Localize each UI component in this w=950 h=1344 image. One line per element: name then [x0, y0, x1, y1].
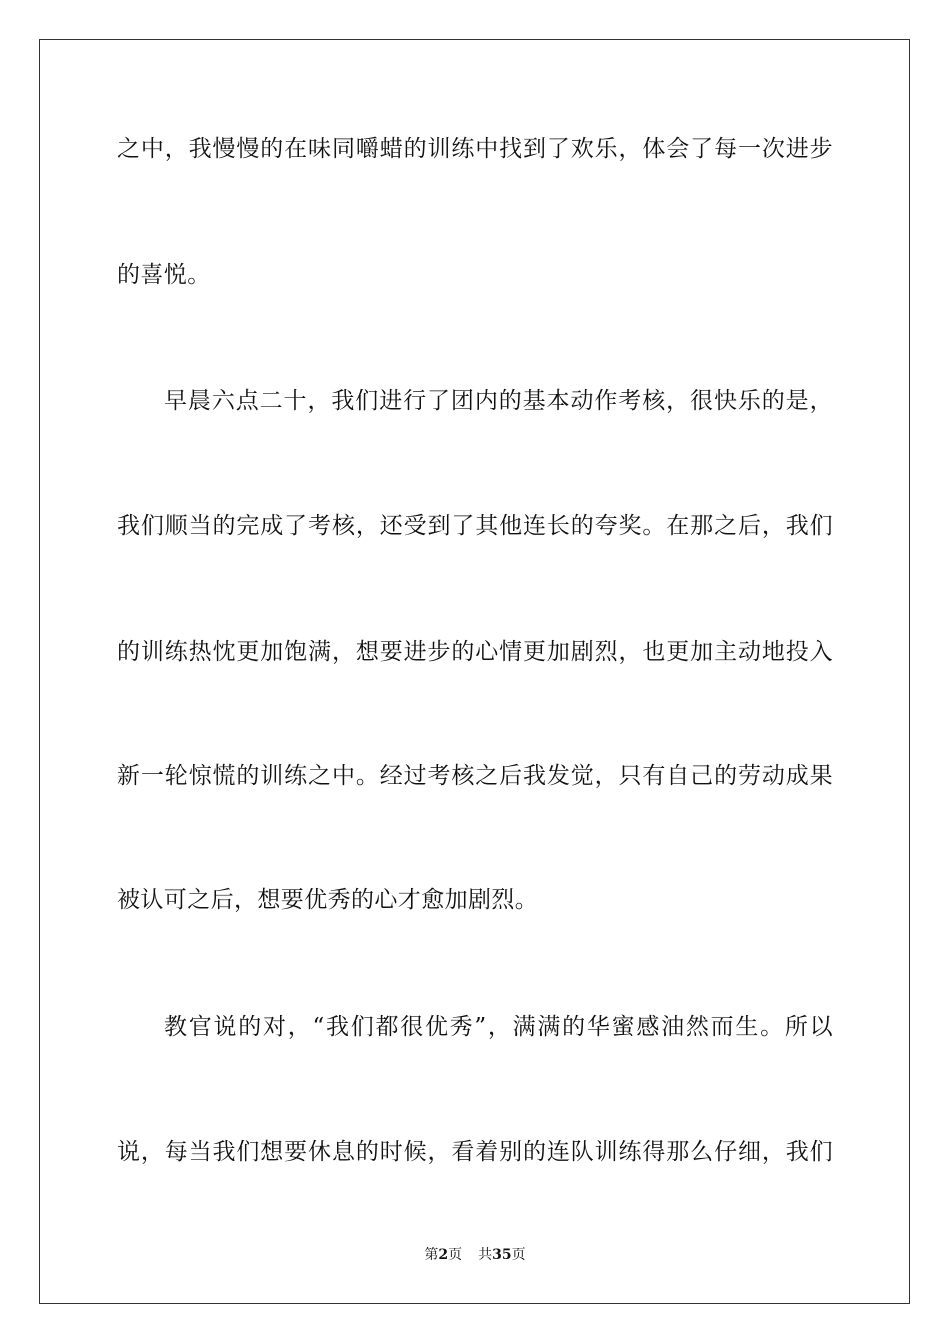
- total-suffix: 页: [511, 1247, 526, 1263]
- text-line-4: 我们顺当的完成了考核，还受到了其他连长的夸奖。在那之后，我们: [117, 513, 833, 539]
- text-line-3: 早晨六点二十，我们进行了团内的基本动作考核，很快乐的是，: [164, 388, 833, 414]
- text-line-1: 之中，我慢慢的在味同嚼蜡的训练中找到了欢乐，体会了每一次进步: [117, 136, 833, 162]
- page-prefix: 第: [424, 1247, 439, 1263]
- page-border: [39, 39, 910, 1304]
- text-line-2: 的喜悦。: [117, 262, 211, 288]
- page-footer: [0, 1246, 950, 1264]
- page-number: 2: [438, 1247, 449, 1263]
- total-prefix: 共: [478, 1247, 493, 1263]
- text-line-7: 被认可之后，想要优秀的心才愈加剧烈。: [117, 887, 539, 913]
- total-pages: 35: [492, 1247, 512, 1263]
- text-line-5: 的训练热忱更加饱满，想要进步的心情更加剧烈，也更加主动地投入: [117, 639, 833, 665]
- text-line-9: 说，每当我们想要休息的时候，看着别的连队训练得那么仔细，我们: [117, 1139, 833, 1165]
- page-suffix: 页: [448, 1247, 463, 1263]
- text-line-6: 新一轮惊慌的训练之中。经过考核之后我发觉，只有自己的劳动成果: [117, 763, 833, 789]
- text-line-8: 教官说的对，“我们都很优秀”，满满的华蜜感油然而生。所以: [164, 1014, 833, 1040]
